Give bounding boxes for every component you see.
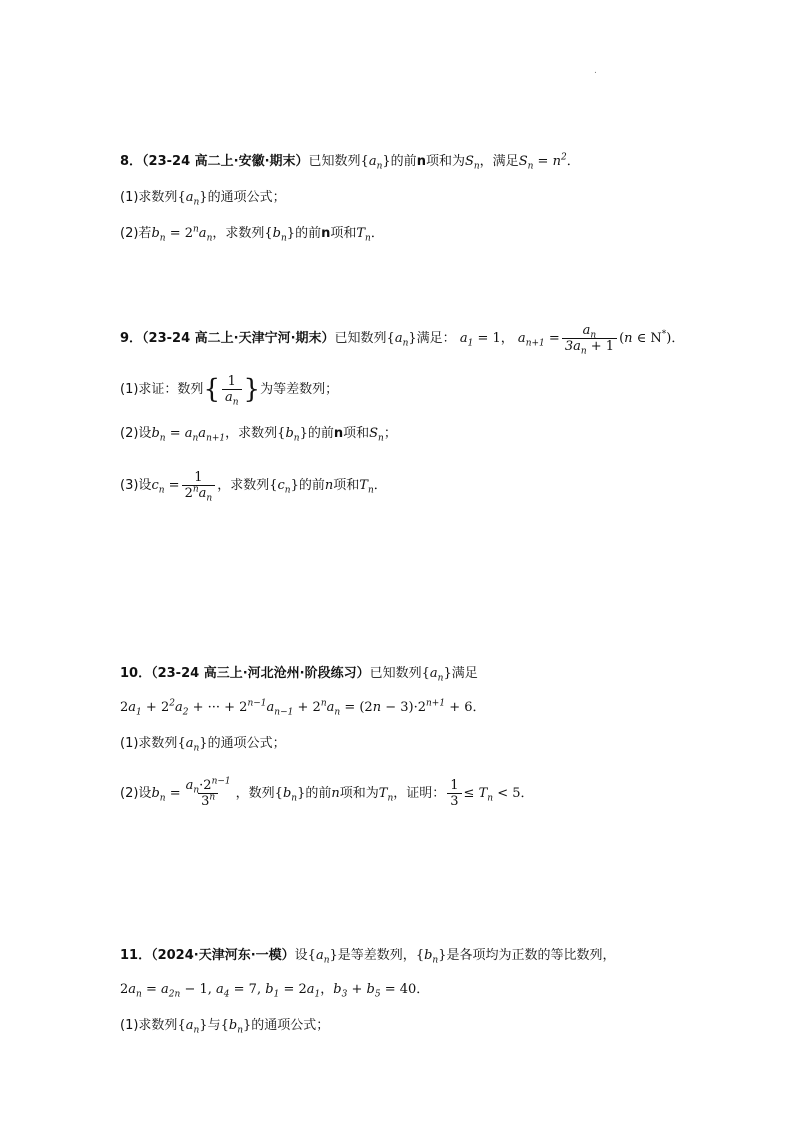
fraction: $\frac{1}{a_n}$ <box>222 374 242 405</box>
formula: $b_n$ = <box>151 786 181 804</box>
formula: $b_n = a_na_{n+1}$ <box>151 426 226 444</box>
problem-number: 10． <box>120 666 152 681</box>
formula: $T_n$ <box>378 786 394 804</box>
formula: $2a_n = a_{2n} - 1$, $a_4 = 7$, $b_1 = 2a_1$ <box>120 982 321 1000</box>
problem-source: （23-24 高二上·安徽·期末） <box>142 154 309 169</box>
problem-10-stem: 10．（23-24 高三上·河北沧州·阶段练习）已知数列$\{a_n\}$满足 <box>120 666 478 684</box>
problem-10-equation: $2a_1 + 2^2a_2$ + ··· + $2^{n-1}a_{n-1} + 2^na_n = (2n - 3)\cdot 2^{n+1} + 6$． <box>120 698 486 718</box>
fraction: $\frac{a_n}{3a_n + 1}$ <box>562 323 617 354</box>
formula: $2a_1 + 2^2a_2$ + ··· + $2^{n-1}a_{n-1} + 2^na_n = (2n - 3)\cdot 2^{n+1} + 6$ <box>120 698 473 718</box>
formula: $c_n$ = <box>151 478 180 496</box>
problem-8-part-1: (1)求数列$\{a_n\}$的通项公式； <box>120 190 286 208</box>
problem-11-part-1: (1)求数列$\{a_n\}$与$\{b_n\}$的通项公式； <box>120 1018 330 1036</box>
problem-8-stem: 8．（23-24 高二上·安徽·期末）已知数列$\{a_n\}$的前n项和为$S_n$，满足$S_n = n^2$． <box>120 152 580 172</box>
formula: $\{a_n\}$ <box>386 331 417 349</box>
formula: $S_n = n^2$ <box>518 152 567 172</box>
formula: $T_n$ <box>356 226 371 244</box>
formula: $\{a_n\}$ <box>177 190 208 208</box>
formula: $\{a_n\}$ <box>421 666 452 684</box>
problem-8-part-2: (2)若$b_n = 2^na_n$，求数列$\{b_n\}$的前n项和$T_n$． <box>120 224 384 244</box>
formula: $\{b_n\}$ <box>274 786 306 804</box>
problem-source: （2024·天津河东·一模） <box>151 948 295 963</box>
problem-source: （23-24 高二上·天津宁河·期末） <box>142 331 335 346</box>
formula: (n ∈ N*) <box>619 329 672 346</box>
problem-9-part-2: (2)设$b_n = a_na_{n+1}$，求数列$\{b_n\}$的前n项和$S_n$； <box>120 426 397 444</box>
formula: $\{a_n\}$ <box>307 948 338 966</box>
formula: $T_n$ <box>359 478 374 496</box>
page-mark: . <box>594 66 597 76</box>
formula: $S_n$ <box>369 426 384 444</box>
formula: ≤ $T_n < 5$ <box>463 786 521 804</box>
problem-9-part-1: (1)求证：数列{ $\frac{1}{a_n}$ }为等差数列； <box>120 374 339 408</box>
problem-number: 8． <box>120 154 143 169</box>
formula: $\{a_n\}$ <box>360 154 391 172</box>
problem-9-part-3: (3)设$c_n$ = $\frac{1}{2^na_n}$ ，求数列$\{c_n\}$的前n项和$T_n$． <box>120 470 387 504</box>
formula: $\{b_n\}$ <box>277 426 308 444</box>
problem-number: 9． <box>120 331 143 346</box>
problem-11-conditions: $2a_n = a_{2n} - 1$, $a_4 = 7$, $b_1 = 2a_1$，$b_3 + b_5 = 40$． <box>120 982 430 1000</box>
formula: $\{b_n\}$ <box>220 1018 252 1036</box>
problem-number: 11． <box>120 948 152 963</box>
formula: $\{a_n\}$ <box>177 736 208 754</box>
formula: $\{b_n\}$ <box>264 226 296 244</box>
formula: $a_{n+1}$ = <box>517 331 560 349</box>
formula: $b_3 + b_5 = 40$ <box>333 982 417 1000</box>
problem-10-part-1: (1)求数列$\{a_n\}$的通项公式； <box>120 736 286 754</box>
formula: $a_1 = 1$ <box>459 331 501 349</box>
fraction: $\frac{1}{2^na_n}$ <box>182 470 216 501</box>
fraction: $\frac{a_n\cdot 2^{n-1}}{3^n}$ <box>185 776 231 809</box>
problem-10-part-2: (2)设$b_n$ = $\frac{a_n\cdot 2^{n-1}}{3^n}$ ，数列$\{b_n\}$的前n项和为$T_n$，证明： $\frac{1}{3}$ ≤ $T_n < 5$． <box>120 776 534 809</box>
formula: $S_n$ <box>464 154 480 172</box>
formula: $\{a_n\}$ <box>177 1018 208 1036</box>
formula: $b_n = 2^na_n$ <box>151 224 213 244</box>
problem-source: （23-24 高三上·河北沧州·阶段练习） <box>151 666 370 681</box>
fraction: $\frac{1}{3}$ <box>447 778 461 809</box>
problem-11-stem: 11．（2024·天津河东·一模）设$\{a_n\}$是等差数列，$\{b_n\}$是各项均为正数的等比数列， <box>120 948 616 966</box>
formula: $\{b_n\}$ <box>415 948 447 966</box>
formula: $\{c_n\}$ <box>269 478 299 496</box>
problem-9-stem: 9．（23-24 高二上·天津宁河·期末）已知数列$\{a_n\}$满足： $a_1 = 1$， $a_{n+1}$ = $\frac{a_n}{3a_n + 1}$ (n ∈ N*)． <box>120 323 685 357</box>
